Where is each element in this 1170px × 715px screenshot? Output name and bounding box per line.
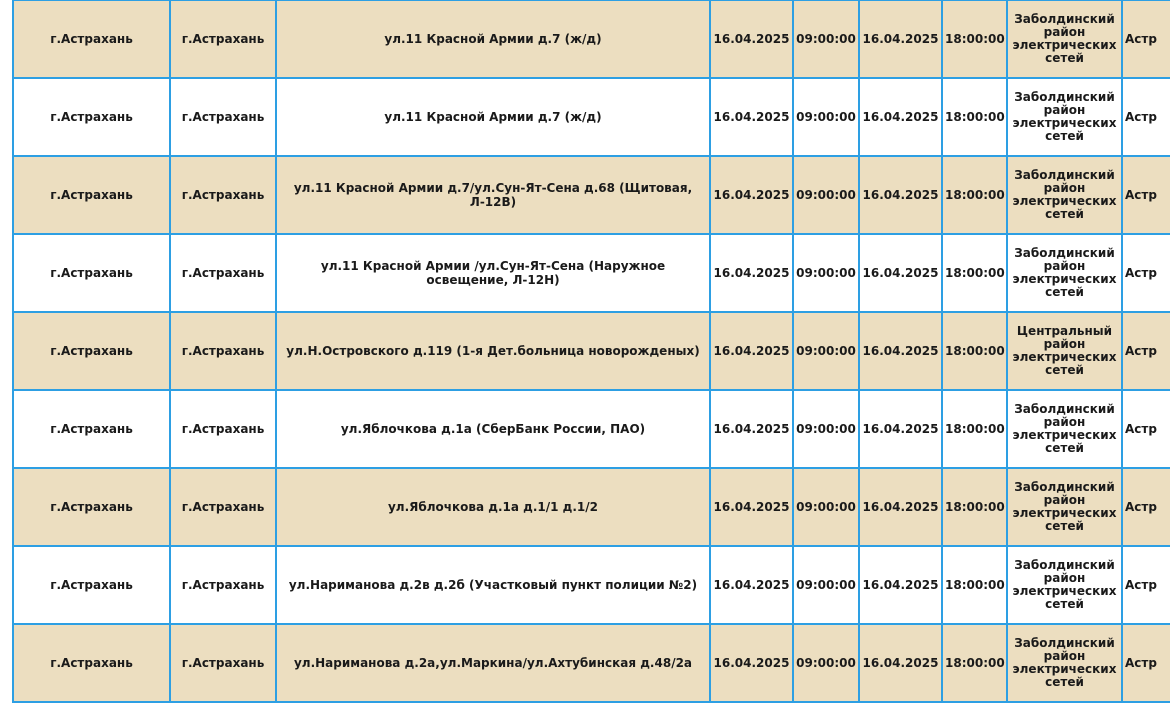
district-cell: Заболдинский район электрических сетей [1007, 468, 1122, 546]
start-date-cell: 16.04.2025 [710, 546, 793, 624]
next-column-cell: Астр [1122, 312, 1170, 390]
end-date-cell: 16.04.2025 [859, 390, 942, 468]
region-cell: г.Астрахань [13, 390, 170, 468]
end-time-cell: 18:00:00 [942, 312, 1007, 390]
end-date-cell: 16.04.2025 [859, 78, 942, 156]
start-time-cell: 09:00:00 [793, 624, 859, 702]
locality-cell: г.Астрахань [170, 1, 276, 79]
end-time-cell: 18:00:00 [942, 1, 1007, 79]
start-time-cell: 09:00:00 [793, 1, 859, 79]
next-column-cell: Астр [1122, 624, 1170, 702]
district-cell: Заболдинский район электрических сетей [1007, 156, 1122, 234]
address-cell: ул.Яблочкова д.1а (СберБанк России, ПАО) [276, 390, 710, 468]
start-time-cell: 09:00:00 [793, 468, 859, 546]
table-row [13, 78, 1170, 156]
end-date-cell: 16.04.2025 [859, 1, 942, 79]
next-column-cell: Астр [1122, 546, 1170, 624]
region-cell: г.Астрахань [13, 156, 170, 234]
end-time-cell: 18:00:00 [942, 156, 1007, 234]
start-date-cell: 16.04.2025 [710, 1, 793, 79]
address-cell: ул.Яблочкова д.1а д.1/1 д.1/2 [276, 468, 710, 546]
end-time-cell: 18:00:00 [942, 234, 1007, 312]
end-time-cell: 18:00:00 [942, 78, 1007, 156]
start-date-cell: 16.04.2025 [710, 390, 793, 468]
next-column-cell: Астр [1122, 390, 1170, 468]
locality-cell: г.Астрахань [170, 78, 276, 156]
region-cell: г.Астрахань [13, 468, 170, 546]
end-time-cell: 18:00:00 [942, 390, 1007, 468]
end-date-cell: 16.04.2025 [859, 234, 942, 312]
district-cell: Заболдинский район электрических сетей [1007, 546, 1122, 624]
region-cell: г.Астрахань [13, 78, 170, 156]
end-time-cell: 18:00:00 [942, 546, 1007, 624]
address-cell: ул.Нариманова д.2в д.2б (Участковый пункт полиции №2) [276, 546, 710, 624]
end-date-cell: 16.04.2025 [859, 312, 942, 390]
table-row [13, 546, 1170, 624]
start-time-cell: 09:00:00 [793, 156, 859, 234]
start-date-cell: 16.04.2025 [710, 156, 793, 234]
start-time-cell: 09:00:00 [793, 312, 859, 390]
district-cell: Заболдинский район электрических сетей [1007, 78, 1122, 156]
district-cell: Заболдинский район электрических сетей [1007, 234, 1122, 312]
table-row [13, 156, 1170, 234]
locality-cell: г.Астрахань [170, 312, 276, 390]
start-date-cell: 16.04.2025 [710, 78, 793, 156]
table-body [13, 1, 1170, 703]
start-time-cell: 09:00:00 [793, 546, 859, 624]
district-cell: Заболдинский район электрических сетей [1007, 390, 1122, 468]
address-cell: ул.11 Красной Армии д.7 (ж/д) [276, 78, 710, 156]
table-row [13, 390, 1170, 468]
start-date-cell: 16.04.2025 [710, 312, 793, 390]
address-cell: ул.11 Красной Армии /ул.Сун-Ят-Сена (Наружное освещение, Л-12Н) [276, 234, 710, 312]
address-cell: ул.11 Красной Армии д.7 (ж/д) [276, 1, 710, 79]
address-cell: ул.Нариманова д.2а,ул.Маркина/ул.Ахтубинская д.48/2а [276, 624, 710, 702]
address-cell: ул.11 Красной Армии д.7/ул.Сун-Ят-Сена д.68 (Щитовая, Л-12В) [276, 156, 710, 234]
region-cell: г.Астрахань [13, 234, 170, 312]
district-cell: Центральный район электрических сетей [1007, 312, 1122, 390]
start-date-cell: 16.04.2025 [710, 234, 793, 312]
next-column-cell: Астр [1122, 1, 1170, 79]
locality-cell: г.Астрахань [170, 546, 276, 624]
next-column-cell: Астр [1122, 156, 1170, 234]
end-date-cell: 16.04.2025 [859, 624, 942, 702]
table-row [13, 1, 1170, 79]
next-column-cell: Астр [1122, 468, 1170, 546]
start-time-cell: 09:00:00 [793, 390, 859, 468]
next-column-cell: Астр [1122, 234, 1170, 312]
table-row [13, 234, 1170, 312]
table-row [13, 312, 1170, 390]
start-time-cell: 09:00:00 [793, 234, 859, 312]
table-row [13, 624, 1170, 702]
end-time-cell: 18:00:00 [942, 624, 1007, 702]
next-column-cell: Астр [1122, 78, 1170, 156]
locality-cell: г.Астрахань [170, 234, 276, 312]
end-date-cell: 16.04.2025 [859, 468, 942, 546]
district-cell: Заболдинский район электрических сетей [1007, 1, 1122, 79]
address-cell: ул.Н.Островского д.119 (1-я Дет.больница новорожденых) [276, 312, 710, 390]
start-time-cell: 09:00:00 [793, 78, 859, 156]
start-date-cell: 16.04.2025 [710, 624, 793, 702]
region-cell: г.Астрахань [13, 546, 170, 624]
locality-cell: г.Астрахань [170, 624, 276, 702]
end-date-cell: 16.04.2025 [859, 546, 942, 624]
outage-schedule-table [12, 0, 1170, 703]
end-date-cell: 16.04.2025 [859, 156, 942, 234]
region-cell: г.Астрахань [13, 312, 170, 390]
start-date-cell: 16.04.2025 [710, 468, 793, 546]
locality-cell: г.Астрахань [170, 156, 276, 234]
region-cell: г.Астрахань [13, 1, 170, 79]
table-row [13, 468, 1170, 546]
end-time-cell: 18:00:00 [942, 468, 1007, 546]
locality-cell: г.Астрахань [170, 468, 276, 546]
region-cell: г.Астрахань [13, 624, 170, 702]
district-cell: Заболдинский район электрических сетей [1007, 624, 1122, 702]
locality-cell: г.Астрахань [170, 390, 276, 468]
